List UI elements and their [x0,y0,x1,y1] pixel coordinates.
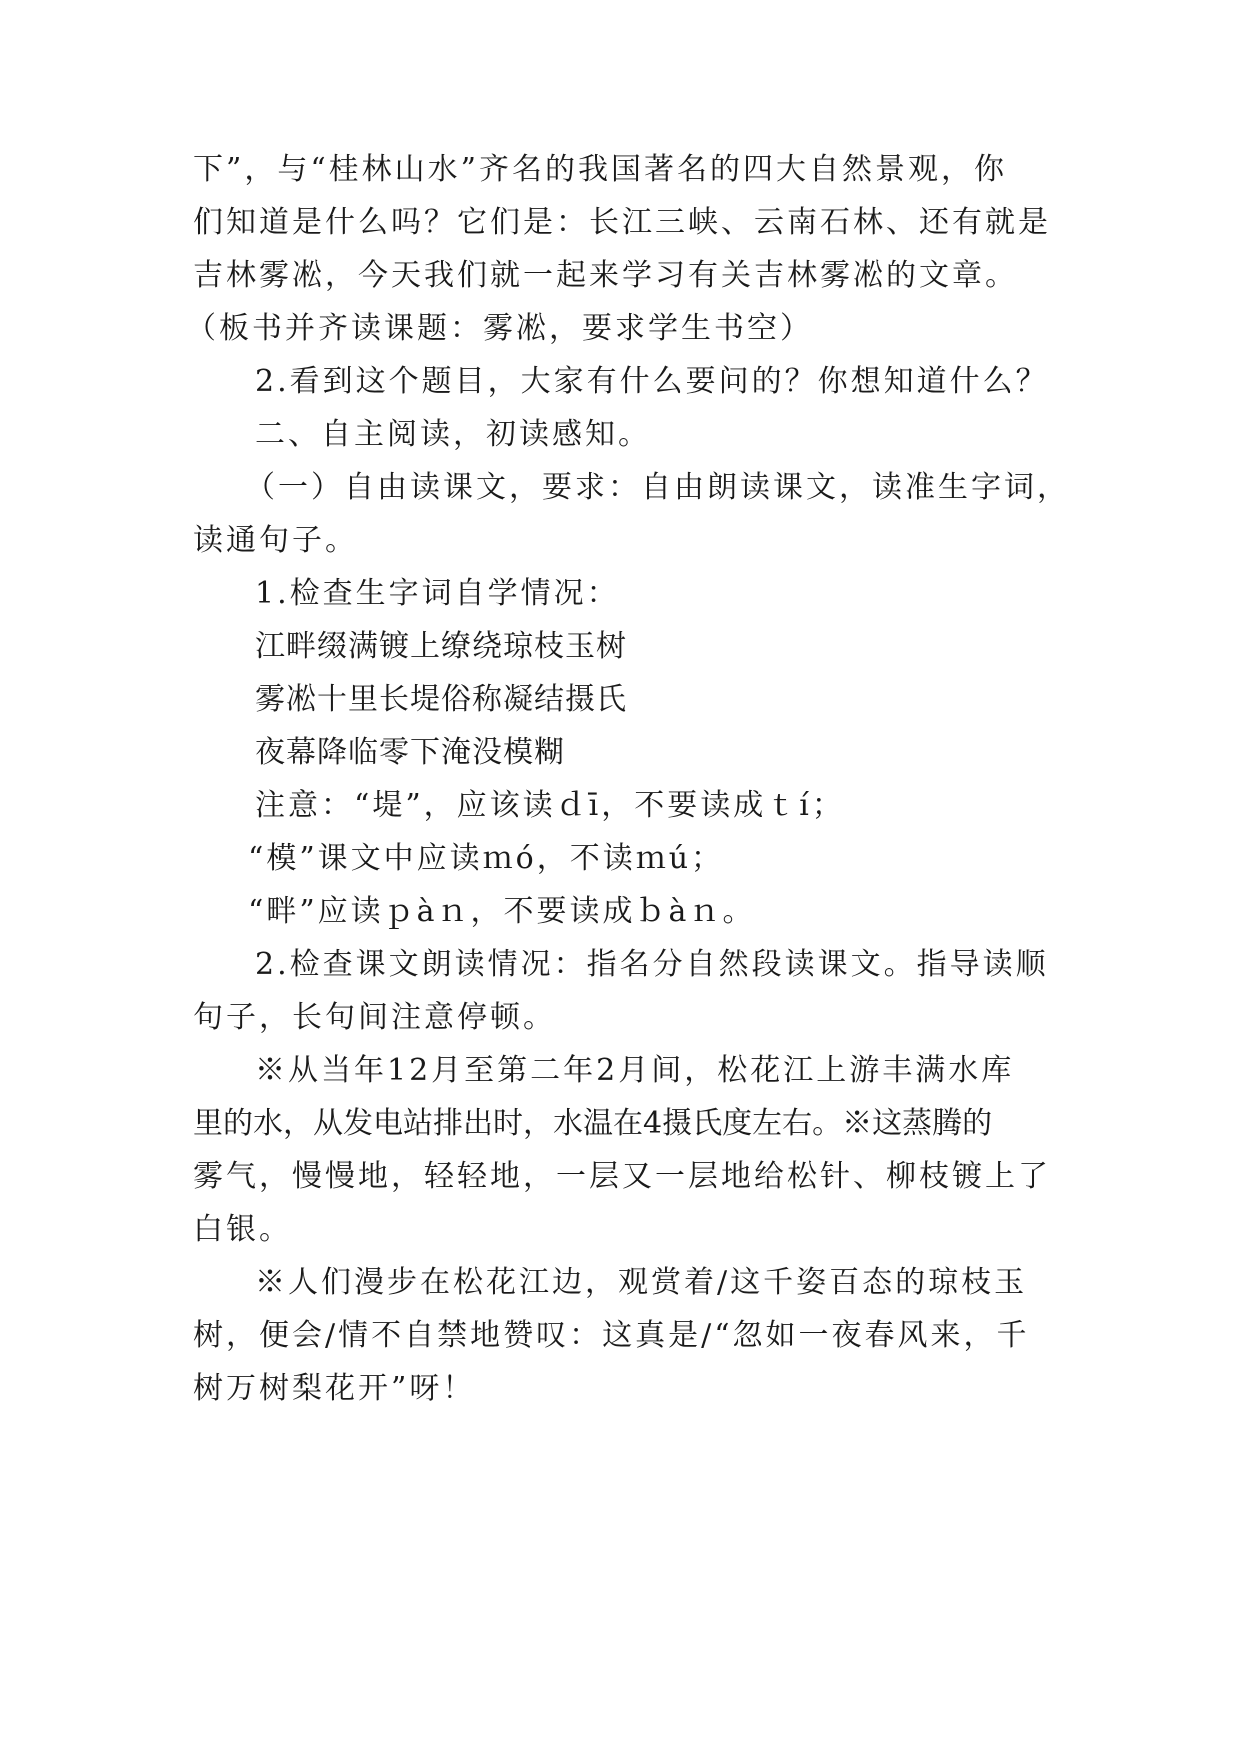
vocabulary-line: 夜幕降临零下淹没模糊 [255,735,565,770]
text-line: 2.看到这个题目，大家有什么要问的？你想知道什么？ [255,364,1049,399]
vocabulary-line: 江畔缀满镀上缭绕琼枝玉树 [255,629,627,664]
text-line: 树，便会/情不自禁地赞叹：这真是/“忽如一夜春风来，千 [193,1318,1030,1353]
text-line: ※人们漫步在松花江边，观赏着/这千姿百态的琼枝玉 [255,1265,1028,1300]
text-line: （一）自由读课文，要求：自由朗读课文，读准生字词， [245,470,1070,505]
pronunciation-note: “模”课文中应读ｍó，不读ｍú； [248,841,725,876]
text-line: 下”，与“桂林山水”齐名的我国著名的四大自然景观，你 [193,152,1008,187]
text-line: 吉林雾凇，今天我们就一起来学习有关吉林雾凇的文章。 [193,258,1018,293]
pronunciation-note: 注意：“堤”，应该读ｄī，不要读成ｔí； [255,788,845,823]
text-line: 句子，长句间注意停顿。 [193,1000,556,1035]
vocabulary-line: 雾凇十里长堤俗称凝结摄氏 [255,682,627,717]
text-line: 读通句子。 [193,523,358,558]
text-line: 白银。 [193,1212,292,1247]
text-line: 树万树梨花开”呀！ [193,1371,476,1406]
text-line: （板书并齐读课题：雾凇，要求学生书空） [186,311,813,346]
text-line: 们知道是什么吗？它们是：长江三峡、云南石林、还有就是 [193,205,1051,240]
text-line: 1.检查生字词自学情况： [255,576,620,611]
pronunciation-note: “畔”应读ｐàｎ，不要读成ｂàｎ。 [248,894,756,929]
text-line: 雾气，慢慢地，轻轻地，一层又一层地给松针、柳枝镀上了 [193,1159,1051,1194]
text-line: ※从当年12月至第二年2月间，松花江上游丰满水库 [255,1053,1015,1088]
section-heading: 二、自主阅读，初读感知。 [255,417,651,452]
text-line: 里的水，从发电站排出时，水温在4摄氏度左右。※这蒸腾的 [193,1106,993,1141]
text-line: 2.检查课文朗读情况：指名分自然段读课文。指导读顺 [255,947,1049,982]
